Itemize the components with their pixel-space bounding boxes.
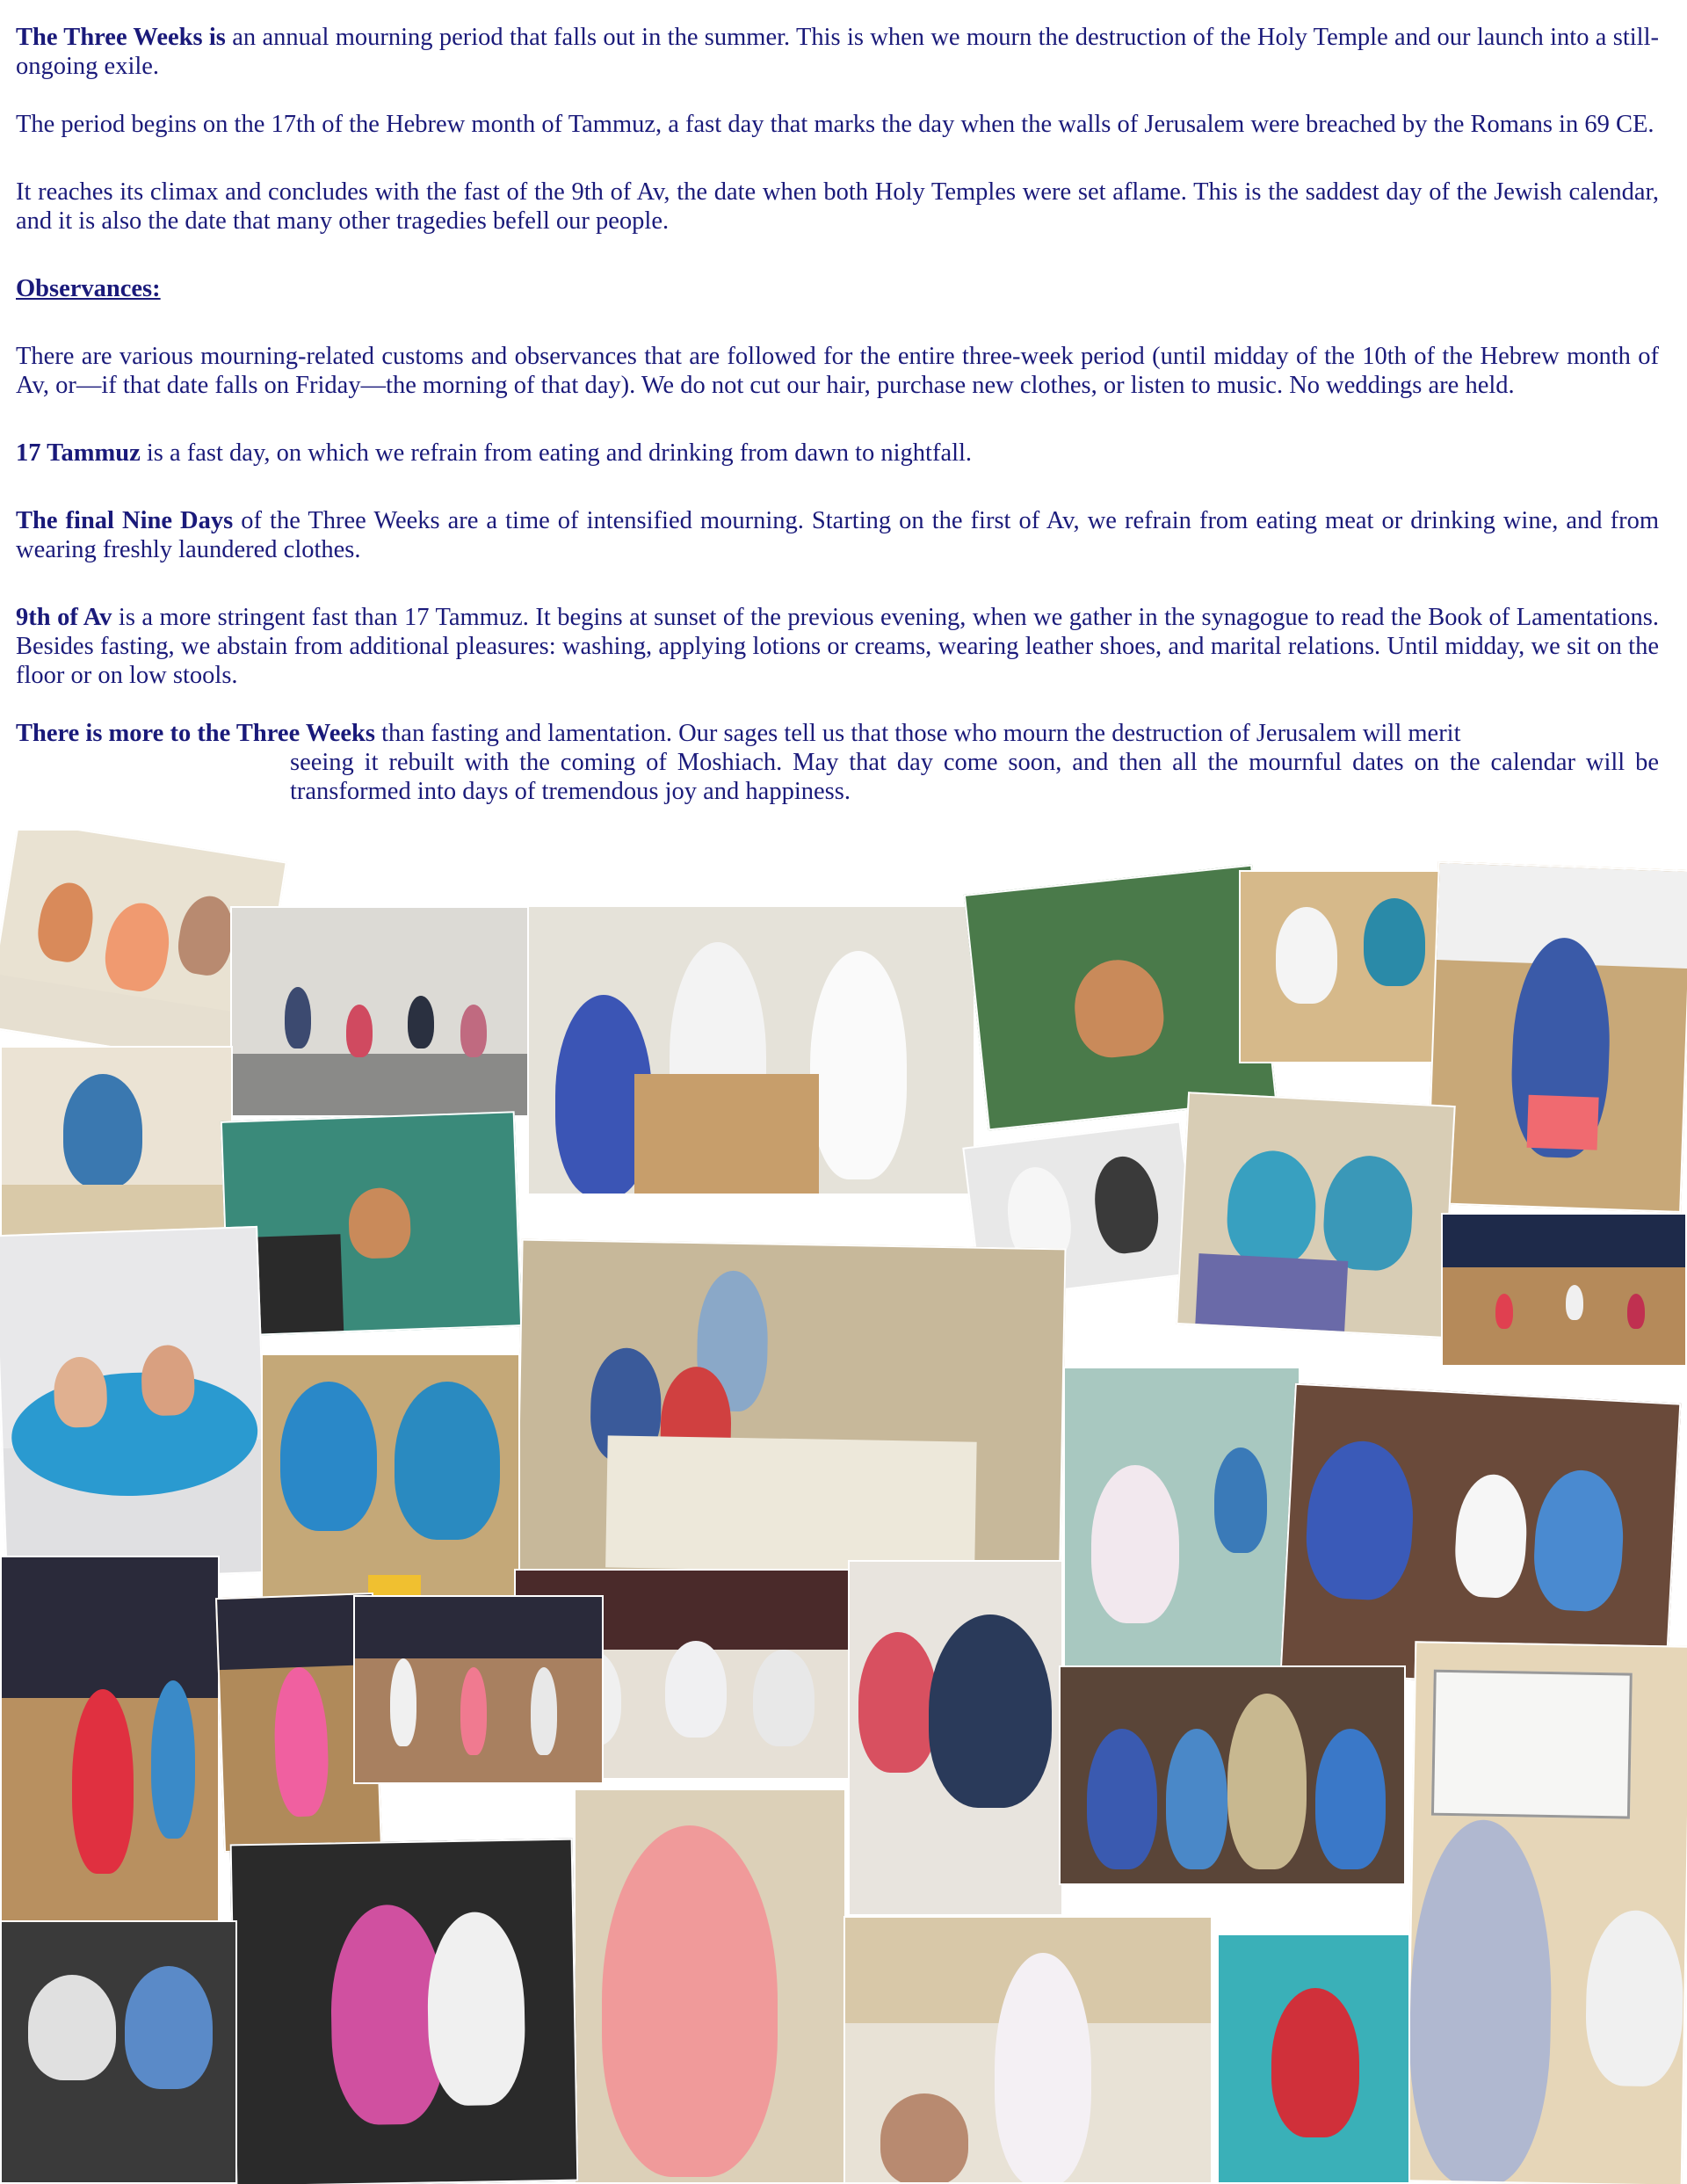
paragraph-customs: There are various mourning-related customs and observances that are followed for the entire three-week period (until midday of the 10th of the Hebrew month of Av, or—if that date falls on Friday—the morning of that day). We do not cut our hair, purchase new clothes, or listen to music. No weddings are held.	[16, 343, 1659, 399]
av-bold: 9th of Av	[16, 604, 112, 631]
photo-boy-gym	[1426, 861, 1687, 1213]
photo-boys-drawing	[848, 1560, 1063, 1916]
paragraph-intro	[16, 23, 1659, 81]
paragraph-period-begins: The period begins on the 17th of the Hebrew month of Tammuz, a fast day that marks the day when the walls of Jerusalem were breached by the Romans in 69 CE.	[16, 111, 1654, 138]
photo-kiddie-pool	[0, 1226, 270, 1582]
paragraph-more	[16, 719, 1659, 806]
tammuz-text: is a fast day, on which we refrain from eating and drinking from dawn to nightfall.	[140, 439, 973, 467]
article-body	[16, 23, 1659, 806]
photo-two-boys-desk	[1176, 1092, 1455, 1339]
paragraph-climax: It reaches its climax and concludes with the fast of the 9th of Av, the date when both Holy Temples were set aflame. This is the saddest day of the Jewish calendar, and it is also the date that many other tragedies befell our people.	[16, 178, 1659, 235]
photo-girl-portrait	[574, 1789, 846, 2184]
paragraph-9th-av	[16, 603, 1659, 690]
intro-text: an annual mourning period that falls out in the summer. This is when we mourn the destruction of the Holy Temple and our launch into a still-ongoing exile.	[16, 24, 1659, 80]
photo-boys-box	[527, 905, 975, 1195]
tammuz-bold: 17 Tammuz	[16, 439, 141, 467]
photo-boy-food	[1063, 1367, 1300, 1670]
photo-kids-resting	[0, 1920, 237, 2184]
nine-days-bold: The final Nine Days	[16, 507, 234, 534]
photo-collage	[0, 831, 1687, 2184]
more-text-b: seeing it rebuilt with the coming of Moshiach. May that day come soon, and then all the mournful dates on the calendar will be transformed into days of tremendous joy and happiness.	[290, 749, 1659, 805]
paragraph-17-tammuz	[16, 439, 1659, 468]
photo-young-man-selfie	[1406, 1641, 1687, 2184]
photo-sheriff-group	[1059, 1665, 1406, 1885]
photo-girls-black-floor	[230, 1839, 579, 2184]
photo-boy-chair	[0, 1046, 233, 1239]
photo-pool-boy	[221, 1111, 522, 1337]
more-bold: There is more to the Three Weeks	[16, 720, 375, 747]
photo-pool-child	[1217, 1934, 1410, 2184]
photo-gym-boy-red	[0, 1556, 220, 1925]
photo-teacher-table	[515, 1239, 1066, 1609]
more-text-a: than fasting and lamentation. Our sages tell us that those who mourn the destruction of Jerusalem will merit	[375, 720, 1461, 747]
photo-gym-kids	[1441, 1213, 1687, 1367]
av-text: is a more stringent fast than 17 Tammuz. It begins at sunset of the previous evening, when we gather in the synagogue to read the Book of Lamentations. Besides fasting, we abstain from additional pleasures: washing, applying lotions or creams, wearing leather shoes, and marital relations. Until midday, we sit on the floor or on low stools.	[16, 604, 1659, 689]
paragraph-nine-days	[16, 506, 1659, 564]
nine-days-text: of the Three Weeks are a time of intensified mourning. Starting on the first of Av, we refrain from eating meat or drinking wine, and from wearing freshly laundered clothes.	[16, 507, 1659, 563]
photo-girls-dancing	[353, 1595, 604, 1784]
photo-girl-bow	[844, 1916, 1213, 2184]
photo-swimming-boy	[964, 864, 1277, 1130]
observances-heading: Observances:	[16, 275, 161, 302]
intro-bold: The Three Weeks is	[16, 24, 226, 51]
photo-group-room	[230, 906, 529, 1117]
